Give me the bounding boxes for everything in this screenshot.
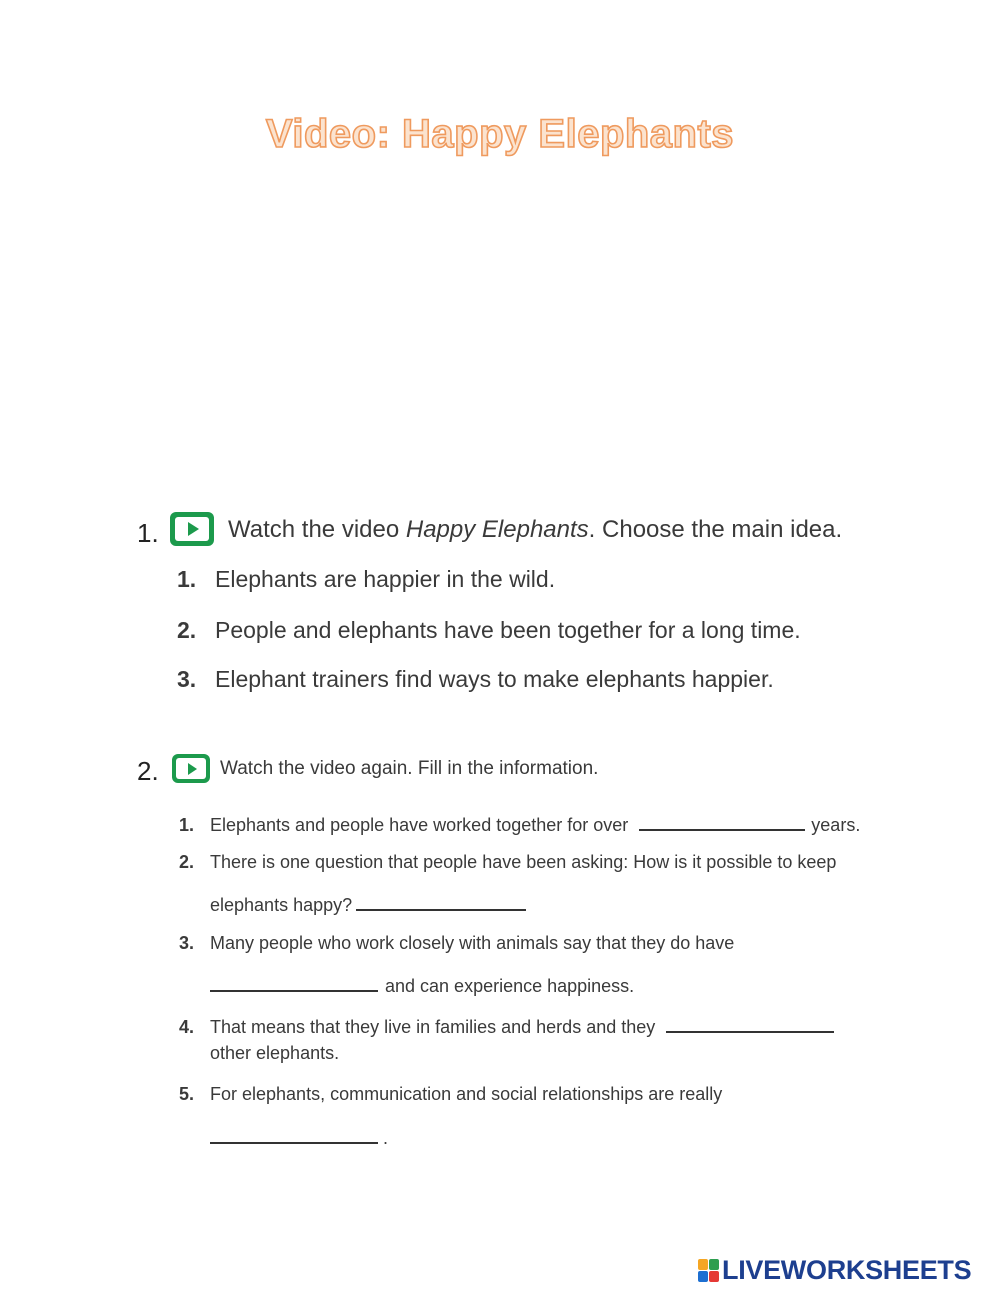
- answer-blank[interactable]: [210, 1126, 378, 1144]
- question-2-item-4: 4. That means that they live in families and herds and they: [179, 1015, 834, 1038]
- answer-blank[interactable]: [639, 813, 805, 831]
- liveworksheets-logo-icon: [698, 1259, 719, 1282]
- liveworksheets-logo: [698, 1252, 971, 1288]
- question-2-item-5: 5. For elephants, communication and social relationships are really: [179, 1084, 723, 1104]
- question-1-option[interactable]: 3. Elephant trainers find ways to make elephants happier.: [177, 666, 774, 692]
- question-1-option[interactable]: 2. People and elephants have been together for a long time.: [177, 617, 801, 643]
- question-2-item-2: 2. There is one question that people have been asking: How is it possible to keep: [179, 852, 837, 872]
- question-1-option[interactable]: 1. Elephants are happier in the wild.: [177, 566, 556, 592]
- question-2-item-3-line2: and can experience happiness.: [210, 974, 634, 997]
- question-2-instruction: Watch the video again. Fill in the information.: [220, 758, 599, 779]
- question-1-instruction: Watch the video Happy Elephants. Choose the main idea.: [228, 516, 843, 543]
- page-title: Video: Happy Elephants: [265, 112, 735, 156]
- question-2-number: 2.: [137, 756, 159, 786]
- question-2-item-5-line2: .: [210, 1126, 388, 1149]
- video-play-icon[interactable]: [172, 754, 210, 783]
- question-2-item-2-line2: elephants happy?: [210, 893, 526, 916]
- question-2-item-1: 1. Elephants and people have worked together for over years.: [179, 815, 861, 835]
- video-play-icon[interactable]: [170, 512, 214, 546]
- answer-blank[interactable]: [356, 893, 526, 911]
- question-2-item-3: 3. Many people who work closely with animals say that they do have: [179, 933, 735, 953]
- answer-blank[interactable]: [210, 974, 378, 992]
- question-2-item-4-line2: other elephants.: [210, 1043, 340, 1063]
- liveworksheets-logo-text: LIVEWORKSHEETS: [722, 1254, 972, 1285]
- answer-blank[interactable]: [666, 1015, 834, 1033]
- question-1-number: 1.: [137, 518, 159, 548]
